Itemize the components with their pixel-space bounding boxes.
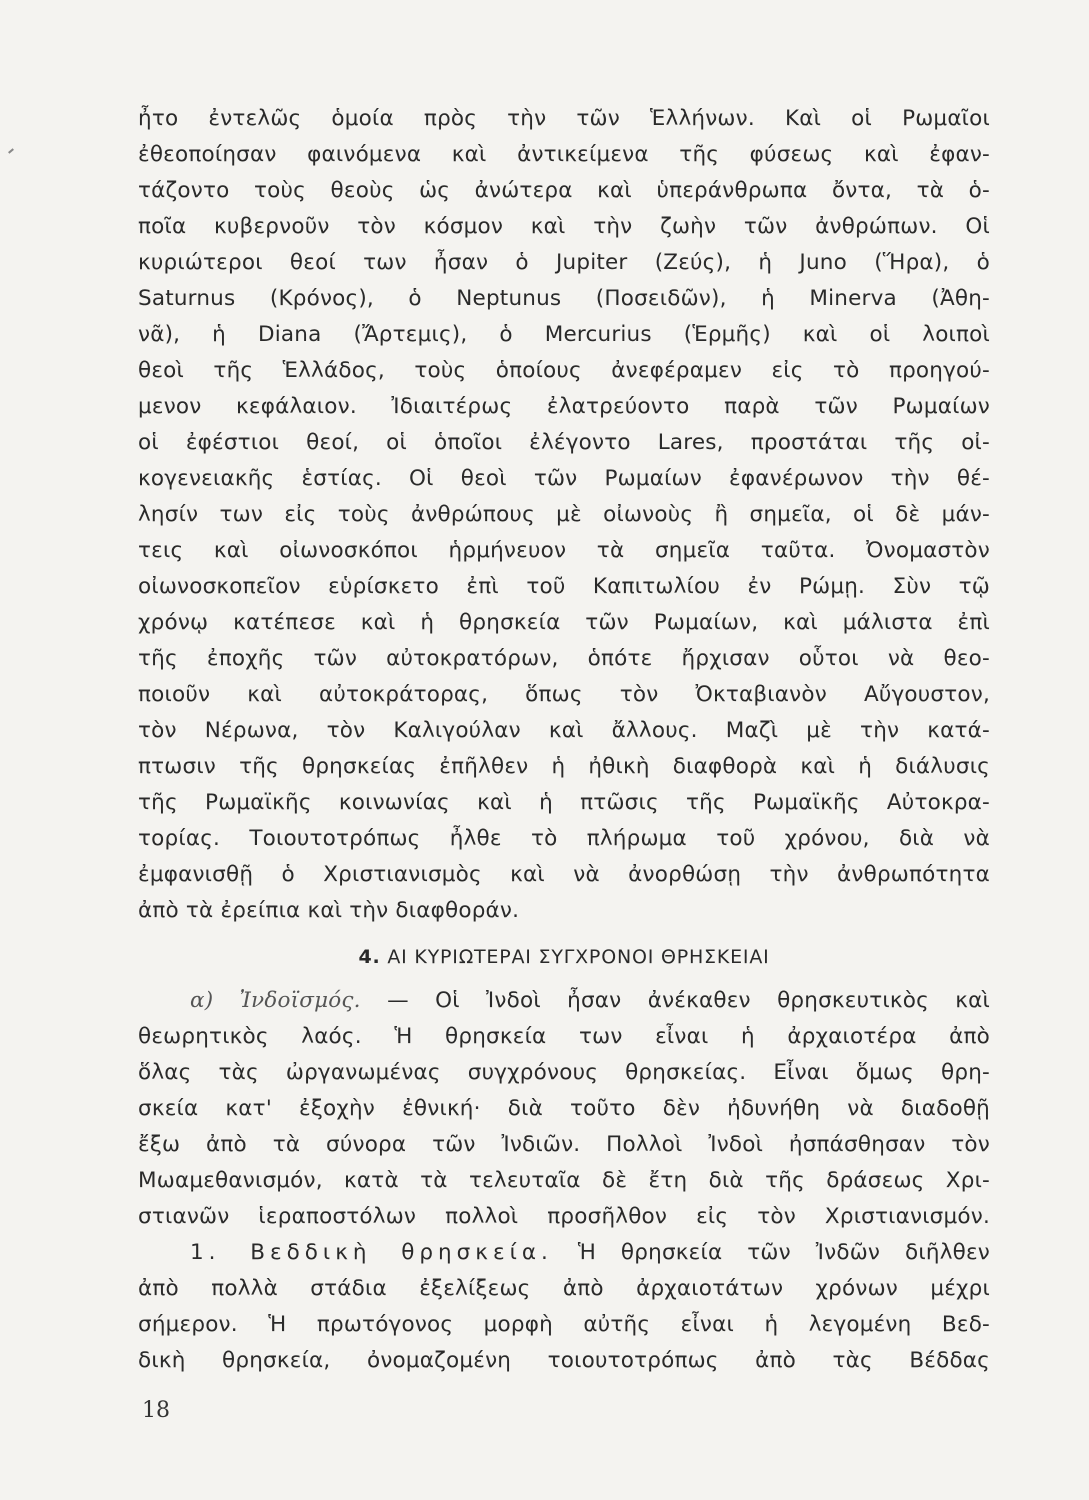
text-line: πτωσιν τῆς θρησκείας ἐπῆλθεν ἡ ἠθικὴ διαφθορὰ καὶ ἡ διάλυσις: [138, 754, 990, 779]
margin-mark: [8, 148, 14, 153]
text-line: κυριώτεροι θεοί των ἦσαν ὁ Jupiter (Ζεύς), ἡ Juno (Ἥρα), ὁ: [138, 250, 990, 275]
text-line: [138, 1235, 990, 1271]
text-line: τὸν Νέρωνα, τὸν Καλιγούλαν καὶ ἄλλους. Μαζὶ μὲ τὴν κατά-: [138, 718, 990, 743]
paragraph-vedic-religion: [138, 1235, 990, 1379]
text-line: ποῖα κυβερνοῦν τὸν κόσμον καὶ τὴν ζωὴν τῶν ἀνθρώπων. Οἱ: [138, 214, 990, 239]
text-line: σήμερον. Ἡ πρωτόγονος μορφὴ αὐτῆς εἶναι ἡ λεγομένη Βεδ-: [138, 1312, 990, 1337]
text-line: [138, 983, 990, 1019]
text-line: τεις καὶ οἰωνοσκόποι ἡρμήνευον τὰ σημεῖα ταῦτα. Ὀνομαστὸν: [138, 538, 990, 563]
text-line: τάζοντο τοὺς θεοὺς ὡς ἀνώτερα καὶ ὑπεράνθρωπα ὄντα, τὰ ὁ-: [138, 178, 990, 203]
text-line: οἰωνοσκοπεῖον εὑρίσκετο ἐπὶ τοῦ Καπιτωλίου ἐν Ρώμῃ. Σὺν τῷ: [138, 574, 990, 599]
text-line: ἐθεοποίησαν φαινόμενα καὶ ἀντικείμενα τῆς φύσεως καὶ ἐφαν-: [138, 142, 990, 167]
text-line: ἐμφανισθῇ ὁ Χριστιανισμὸς καὶ νὰ ἀνορθώσῃ τὴν ἀνθρωπότητα: [138, 862, 990, 887]
page-number: 18: [142, 1398, 170, 1423]
text-line: θεοὶ τῆς Ἑλλάδος, τοὺς ὁποίους ἀνεφέραμεν εἰς τὸ προηγού-: [138, 358, 990, 383]
text-line: λησίν των εἰς τοὺς ἀνθρώπους μὲ οἰωνοὺς ἢ σημεῖα, οἱ δὲ μάν-: [138, 502, 990, 527]
text-run: Ἡ θρησκεία τῶν Ἰνδῶν διῆλθεν: [577, 1240, 990, 1265]
text-line: μενον κεφάλαιον. Ἰδιαιτέρως ἐλατρεύοντο παρὰ τῶν Ρωμαίων: [138, 394, 990, 419]
text-line: ἔξω ἀπὸ τὰ σύνορα τῶν Ἰνδιῶν. Πολλοὶ Ἰνδοὶ ἠσπάσθησαν τὸν: [138, 1132, 990, 1157]
text-line: Μωαμεθανισμόν, κατὰ τὰ τελευταῖα δὲ ἔτη διὰ τῆς δράσεως Χρι-: [138, 1168, 990, 1193]
text-run: — Οἱ Ἰνδοὶ ἦσαν ἀνέκαθεν θρησκευτικὸς καὶ: [387, 988, 990, 1013]
text-line: κογενειακῆς ἑστίας. Οἱ θεοὶ τῶν Ρωμαίων ἐφανέρωνον τὴν θέ-: [138, 466, 990, 491]
text-line: ἀπὸ τὰ ἐρείπια καὶ τὴν διαφθοράν.: [138, 898, 520, 923]
text-line: τῆς Ρωμαϊκῆς κοινωνίας καὶ ἡ πτῶσις τῆς Ρωμαϊκῆς Αὐτοκρα-: [138, 790, 990, 815]
text-line: θεωρητικὸς λαός. Ἡ θρησκεία των εἶναι ἡ ἀρχαιοτέρα ἀπὸ: [138, 1024, 990, 1049]
section-heading: [138, 940, 990, 974]
text-line: Saturnus (Κρόνος), ὁ Neptunus (Ποσειδῶν), ἡ Minerva (Ἀθη-: [138, 286, 990, 311]
text-line: οἱ ἐφέστιοι θεοί, οἱ ὁποῖοι ἐλέγοντο Lares, προστάται τῆς οἰ-: [138, 430, 990, 455]
text-line: σκεία κατ' ἐξοχὴν ἐθνική· διὰ τοῦτο δὲν ἠδυνήθη νὰ διαδοθῇ: [138, 1096, 990, 1121]
paragraph-hinduism: [138, 983, 990, 1235]
text-line: τορίας. Τοιουτοτρόπως ἦλθε τὸ πλήρωμα τοῦ χρόνου, διὰ νὰ: [138, 826, 990, 851]
text-line: χρόνῳ κατέπεσε καὶ ἡ θρησκεία τῶν Ρωμαίων, καὶ μάλιστα ἐπὶ: [138, 610, 990, 635]
subsection-title: α) Ἰνδοϊσμός.: [190, 988, 361, 1013]
text-line: ὅλας τὰς ὠργανωμένας συγχρόνους θρησκείας. Εἶναι ὅμως θρη-: [138, 1060, 990, 1085]
heading-number: 4.: [358, 946, 381, 968]
text-line: ποιοῦν καὶ αὐτοκράτορας, ὅπως τὸν Ὀκταβιανὸν Αὔγουστον,: [138, 682, 990, 707]
text-line: στιανῶν ἱεραποστόλων πολλοὶ προσῆλθον εἰς τὸν Χριστιανισμόν.: [138, 1204, 990, 1229]
heading-title: ΑΙ ΚΥΡΙΩΤΕΡΑΙ ΣΥΓΧΡΟΝΟΙ ΘΡΗΣΚΕΙΑΙ: [387, 946, 770, 968]
text-line: νᾶ), ἡ Diana (Ἄρτεμις), ὁ Mercurius (Ἑρμῆς) καὶ οἱ λοιποὶ: [138, 322, 990, 347]
text-line: ἀπὸ πολλὰ στάδια ἐξελίξεως ἀπὸ ἀρχαιοτάτων χρόνων μέχρι: [138, 1276, 990, 1301]
paragraph-roman-religion: [138, 101, 990, 929]
text-line: δικὴ θρησκεία, ὀνομαζομένη τοιουτοτρόπως ἀπὸ τὰς Βέδδας: [138, 1348, 990, 1373]
subsection-title: 1. Βεδδικὴ θρησκεία.: [190, 1240, 553, 1265]
text-line: τῆς ἐποχῆς τῶν αὐτοκρατόρων, ὁπότε ἤρχισαν οὗτοι νὰ θεο-: [138, 646, 990, 671]
text-line: ἦτο ἐντελῶς ὁμοία πρὸς τὴν τῶν Ἑλλήνων. Καὶ οἱ Ρωμαῖοι: [138, 106, 990, 131]
